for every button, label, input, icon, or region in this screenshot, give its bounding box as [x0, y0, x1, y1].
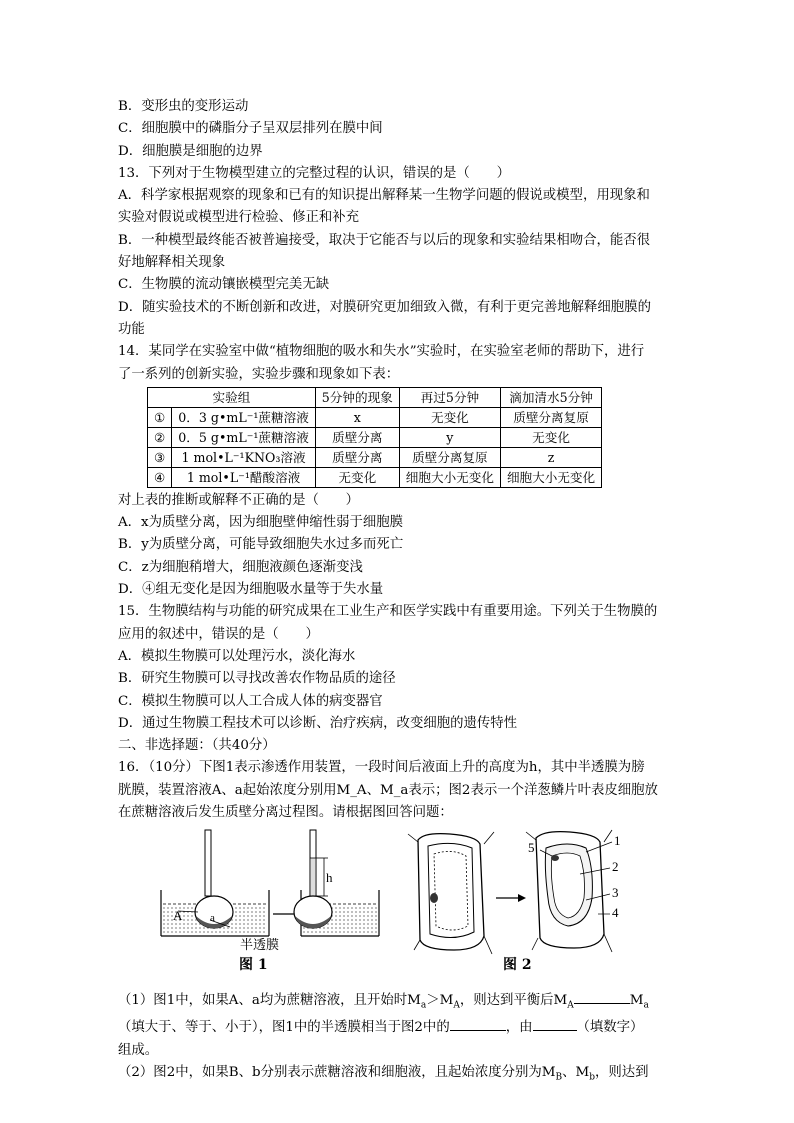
- sub: a: [643, 1000, 649, 1011]
- text-line: A．科学家根据观察的现象和已有的知识提出解释某一生物学问题的假说或模型，用现象和: [118, 188, 650, 204]
- table-cell: 无变化: [315, 467, 399, 487]
- experiment-table: [147, 387, 602, 488]
- table-header: 5分钟的现象: [315, 387, 399, 407]
- label-A: A: [173, 908, 183, 924]
- label-h: h: [326, 870, 333, 886]
- text-line: C．生物膜的流动镶嵌模型完美无缺: [118, 277, 330, 293]
- q1-text: （填数字）: [576, 1020, 644, 1036]
- text-line: D．细胞膜是细胞的边界: [118, 143, 263, 159]
- text-line: D．随实验技术的不断创新和改进，对膜研究更加细致入微，有利于更完善地解释细胞膜的: [118, 299, 651, 315]
- sub: A: [567, 1000, 574, 1011]
- text-line: B．变形虫的变形运动: [118, 99, 249, 114]
- question-16-1: [118, 990, 678, 1017]
- answer-blank[interactable]: [450, 1018, 506, 1031]
- text-line: A．模拟生物膜可以处理污水，淡化海水: [118, 648, 356, 664]
- table-cell: 1 mol•L⁻¹醋酸溶液: [172, 467, 316, 487]
- question-lines-top: [118, 96, 678, 386]
- table-row: [148, 407, 602, 427]
- osmosis-apparatus-after: [294, 830, 379, 936]
- table-cell: ③: [148, 447, 172, 467]
- text-line: B．y为质壁分离，可能导致细胞失水过多而死亡: [118, 537, 404, 553]
- table-cell: ②: [148, 427, 172, 447]
- table-cell: 细胞大小无变化: [399, 467, 500, 487]
- table-cell: y: [399, 427, 500, 447]
- sub: a: [420, 1000, 427, 1011]
- label-a: a: [210, 912, 215, 925]
- table-cell: 0．3 g•mL⁻¹蔗糖溶液: [172, 407, 316, 427]
- text-line: 对上表的推断或解释不正确的是（ ）: [118, 492, 360, 508]
- table-row: [148, 467, 602, 487]
- figure-2-caption: 图 2: [503, 957, 532, 974]
- q1-text: ，由: [505, 1020, 533, 1036]
- table-row: [148, 427, 602, 447]
- table-cell: ④: [148, 467, 172, 487]
- sub: b: [589, 1072, 595, 1083]
- page-content: [118, 96, 678, 1089]
- question-13: 13．下列对于生物模型建立的完整过程的认识，错误的是（ ）: [118, 165, 510, 181]
- text-line: 功能: [118, 321, 145, 337]
- text-line: B．研究生物膜可以寻找改善农作物品质的途径: [118, 671, 396, 687]
- text-line: C．细胞膜中的磷脂分子呈双层排列在膜中间: [118, 121, 383, 137]
- q2-text: ，则达到: [595, 1064, 649, 1080]
- figures: [118, 828, 678, 988]
- text-line: 实验对假说或模型进行检验、修正和补充: [118, 210, 360, 226]
- text-line: 胱膜，装置溶液A、a起始浓度分别用M_A、M_a表示；图2表示一个洋葱鳞片叶表皮细胞放: [118, 782, 658, 798]
- question-15: 15．生物膜结构与功能的研究成果在工业生产和医学实践中有重要用途。下列关于生物膜的: [118, 604, 658, 620]
- answer-blank[interactable]: [574, 991, 630, 1004]
- sub: A: [453, 1000, 460, 1011]
- section-heading: 二、非选择题：（共40分）: [118, 738, 276, 754]
- table-cell: 质壁分离: [315, 427, 399, 447]
- q1-text: ，则达到平衡后M: [459, 993, 568, 1009]
- text-line: C．z为细胞稍增大，细胞液颜色逐渐变浅: [118, 559, 363, 575]
- label-4: 4: [612, 905, 619, 921]
- question-14: 14．某同学在实验室中做“植物细胞的吸水和失水”实验时，在实验室老师的帮助下，进行: [118, 344, 645, 360]
- text-line: A．x为质壁分离，因为细胞壁伸缩性弱于细胞膜: [118, 515, 404, 531]
- table-header: 滴加清水5分钟: [500, 387, 601, 407]
- q2-text: 、M: [562, 1064, 590, 1080]
- label-membrane: 半透膜: [240, 938, 280, 954]
- label-2: 2: [612, 859, 619, 875]
- question-16: 16．（10分）下图1表示渗透作用装置，一段时间后液面上升的高度为h，其中半透膜为膀: [118, 760, 645, 776]
- sub: B: [555, 1072, 563, 1083]
- label-1: 1: [614, 833, 621, 849]
- table-cell: 质壁分离复原: [399, 447, 500, 467]
- label-3: 3: [612, 885, 619, 901]
- text-line: B．一种模型最终能否被普遍接受，取决于它能否与以后的现象和实验结果相吻合，能否很: [118, 232, 651, 248]
- table-cell: z: [500, 447, 601, 467]
- q1-text: M: [629, 993, 644, 1009]
- question-lines-middle: [118, 490, 678, 824]
- table-cell: 0．5 g•mL⁻¹蔗糖溶液: [172, 427, 316, 447]
- question-16-1-cont: [118, 1017, 678, 1039]
- table-cell: ①: [148, 407, 172, 427]
- plant-cell-plasmolysed: [526, 830, 612, 952]
- text-line: 了一系列的创新实验，实验步骤和现象如下表：: [118, 366, 400, 382]
- table-cell: 1 mol•L⁻¹KNO₃溶液: [172, 447, 316, 467]
- q1-text: （1）图1中，如果A、a均为蔗糖溶液，且开始时M: [118, 993, 421, 1009]
- text-line: C．模拟生物膜可以人工合成人体的病变器官: [118, 693, 383, 709]
- table-cell: 无变化: [399, 407, 500, 427]
- table-header: 再过5分钟: [399, 387, 500, 407]
- text-line: 好地解释相关现象: [118, 255, 226, 271]
- question-16-2: [118, 1062, 678, 1089]
- q1-text: （填大于、等于、小于），图1中的半透膜相当于图2中的: [118, 1020, 450, 1036]
- figure-1-caption: 图 1: [239, 957, 268, 974]
- plant-cell-before: [408, 832, 494, 954]
- figure-drawings: [118, 828, 678, 966]
- q1-text: ＞M: [426, 993, 454, 1009]
- table-row: [148, 447, 602, 467]
- label-5: 5: [528, 840, 535, 856]
- table-cell: 细胞大小无变化: [500, 467, 601, 487]
- table-cell: 质壁分离复原: [500, 407, 601, 427]
- answer-blank[interactable]: [533, 1018, 577, 1031]
- text-line: 组成。: [118, 1042, 159, 1058]
- table-cell: x: [315, 407, 399, 427]
- text-line: 应用的叙述中，错误的是（ ）: [118, 626, 319, 642]
- text-line: D．④组无变化是因为细胞吸水量等于失水量: [118, 582, 384, 598]
- table-cell: 无变化: [500, 427, 601, 447]
- q2-text: （2）图2中，如果B、b分别表示蔗糖溶液和细胞液，且起始浓度分别为M: [118, 1064, 556, 1080]
- table-header-row: [148, 387, 602, 407]
- table-header: 实验组: [148, 387, 316, 407]
- table-cell: 质壁分离: [315, 447, 399, 467]
- text-line: D．通过生物膜工程技术可以诊断、治疗疾病，改变细胞的遗传特性: [118, 715, 518, 731]
- text-line: 在蔗糖溶液后发生质壁分离过程图。请根据图回答问题：: [118, 805, 453, 821]
